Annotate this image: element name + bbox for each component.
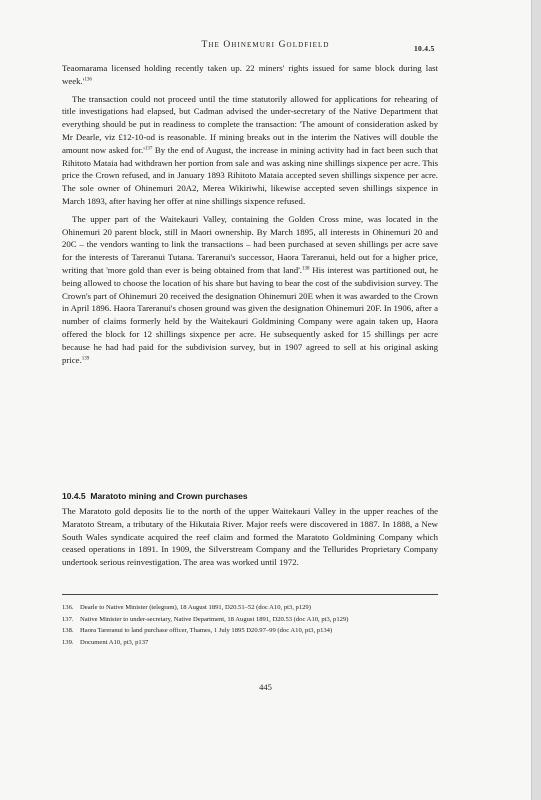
paragraph-1-text: Teaomarama licensed holding recently taken up. 22 miners' rights issued for same block during last week.' bbox=[62, 63, 438, 86]
paragraph-3 bbox=[62, 213, 438, 367]
section-heading-title: Maratoto mining and Crown purchases bbox=[90, 491, 248, 501]
section-body bbox=[62, 505, 438, 569]
paragraph-2-text-b: By the end of August, the increase in mining activity had in fact been such that Rihitoto Mataia had withdrawn her portion from sale and was asking nine shillings sixpence per acre. This price the Crown refused, and in January 1893 Rihitoto Mataia accepted seven shillings sixpence per acre. The sole owner of Ohinemuri 20A2, Merea Wikiriwhi, likewise accepted seven shillings sixpence in March 1893, after having her offer at nine shillings sixpence refused. bbox=[62, 144, 438, 206]
footnote-number: 139. bbox=[62, 638, 74, 646]
footnote-number: 138. bbox=[62, 627, 74, 634]
section-heading-number: 10.4.5 bbox=[62, 491, 86, 501]
paragraph-2-text-a: The transaction could not proceed until the time statutorily allowed for applications for rehearing of title investigations had elapsed, but Cadman advised the under-secretary of the Native Department that everything should be put in readiness to complete the transaction: 'The amount of consideration asked by Mr Dearle, viz £12-10-od is reasonable. If mining breaks out in the interim the Natives will double the amount now asked for.' bbox=[62, 93, 438, 155]
paragraph-3-text-b: His interest was partitioned out, he being allowed to choose the location of his share but having to bear the cost of the subdivision survey. The Crown's part of Ohinemuri 20 received the designation Ohinemuri 20E when it was awarded to the Crown in April 1896. Haora Tareranui's chosen ground was given the designation Ohinemuri 20F. In 1906, after a number of claims formerly held by the Waitekauri Goldmining Company were again taken up, Haora offered the block for 12 shillings sixpence per acre. He subsequently asked for 15 shillings per acre because he had had paid for the subdivision survey, but in 1907 agreed to sell at his original asking price. bbox=[62, 264, 438, 365]
footnote-text: Document A10, pt3, p137 bbox=[80, 638, 149, 646]
footnotes bbox=[62, 602, 438, 648]
section-paragraph: The Maratoto gold deposits lie to the north of the upper Waitekauri Valley in the upper reaches of the Maratoto Stream, a tributary of the Hikutaia River. Major reefs were discovered in 1887. In 1888, a New South Wales syndicate acquired the reef claim and formed the Maratoto Goldmining Company which ceased operations in 1891. In 1909, the Silverstream Company and the Tellurides Proprietary Company undertook serious reinvestigation. The area was worked until 1972. bbox=[62, 506, 438, 568]
footnote-item bbox=[62, 625, 438, 637]
section-marker: 10.4.5 bbox=[414, 44, 435, 53]
running-head: The Ohinemuri Goldfield bbox=[201, 40, 330, 50]
body-text bbox=[62, 62, 438, 371]
page-number: 445 bbox=[259, 682, 272, 692]
footnote-ref-137[interactable]: 137 bbox=[144, 146, 153, 152]
footnote-text: Native Minister to under-secretary, Native Department, 18 August 1891, D20.53 (doc A10, pt3, p129) bbox=[80, 615, 349, 623]
footnote-ref-136[interactable]: 136 bbox=[84, 77, 92, 83]
paragraph-3-text-a: The upper part of the Waitekauri Valley, containing the Golden Cross mine, was located in the Ohinemuri 20 parent block, still in Maori ownership. By March 1895, all interests in Ohinemuri 20 and 20C – the vendors wanting to link the transactions – had been purchased at seven shillings per acre save for the interests of Tareranui Tutana. Tareranui's successor, Haora Tareranui, held out for a higher price, writing that 'more gold than ever is being obtained from that land'. bbox=[62, 213, 438, 275]
footnote-text: Haora Tareranui to land purchase officer, Thames, 1 July 1895 D20.97–99 (doc A10, pt3, p134) bbox=[80, 627, 333, 634]
section-heading bbox=[62, 491, 438, 501]
footnote-item bbox=[62, 602, 438, 614]
paragraph-2 bbox=[62, 93, 438, 208]
footnote-text: Dearle to Native Minister (telegram), 18 August 1891, D20.51–52 (doc A10, pt3, p129) bbox=[80, 604, 311, 611]
footnote-divider bbox=[62, 594, 438, 595]
footnote-ref-139[interactable]: 139 bbox=[81, 356, 90, 362]
paragraph-1 bbox=[62, 62, 438, 88]
footnote-item bbox=[62, 614, 438, 626]
footnote-number: 137. bbox=[62, 615, 74, 623]
footnote-item bbox=[62, 637, 438, 649]
footnote-number: 136. bbox=[62, 604, 74, 611]
footnote-ref-138[interactable]: 138 bbox=[302, 266, 310, 272]
